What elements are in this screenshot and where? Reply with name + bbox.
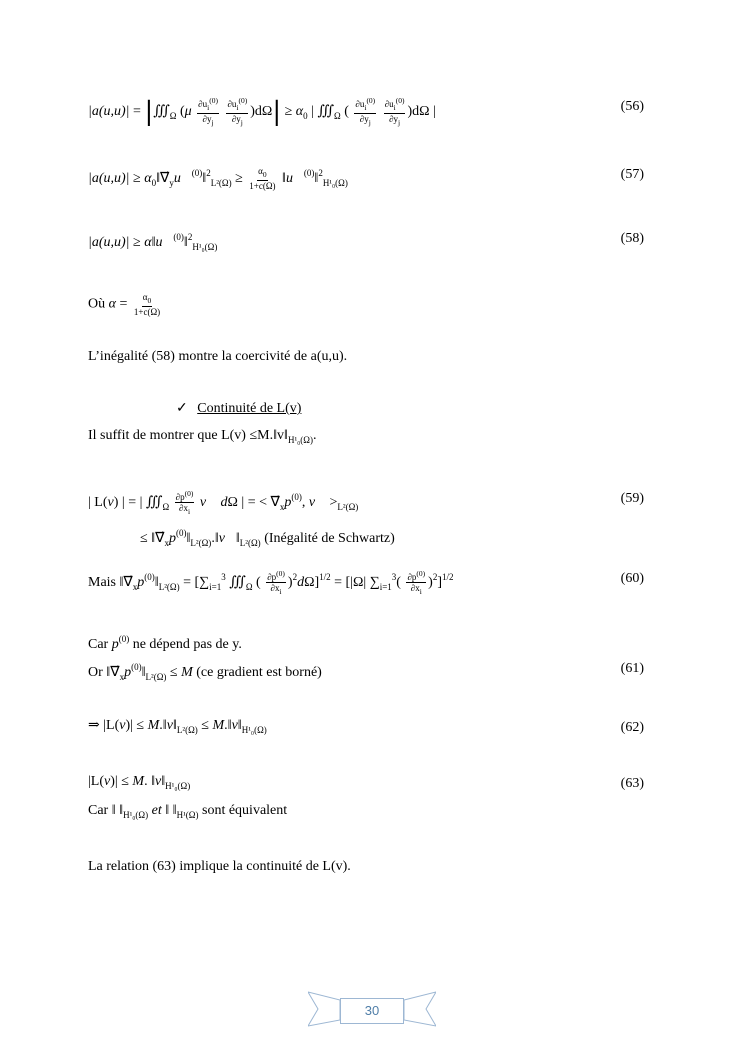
equation-59: | L(v) | = | $∭_\Omega$ $\frac{\partial p^{(0)}}{\partial x_i}$ v⃗ dΩ | = < $\nabla⃗_xp^{(0)}$, v⃗ $>_{L^2(\Omega)}$	[88, 488, 359, 516]
equation-number: (63)	[620, 776, 644, 791]
page-number: 30	[340, 998, 404, 1024]
car-p-sentence: Car $p^{(0)}$ ne dépend pas de y.	[88, 634, 242, 652]
suffit-sentence: Il suffit de montrer que $L(v) \le M.‖v‖_{H^1_0(\Omega)}$.	[88, 428, 317, 445]
equation-62: ⇒ $|L(v)| \le M.‖v‖_{L^2(\Omega)}$ ≤ $M.‖v‖_{H^1_0(\Omega)}$	[88, 718, 267, 735]
check-icon: ✓	[176, 401, 188, 416]
equation-number: (61)	[620, 661, 644, 676]
equation-60: Mais $‖\nabla⃗_xp^{(0)}‖_{L^2(\Omega)} = [\sum_{i=1}^3$ $∭_\Omega$ ( $\frac{\partial p^{(0)}}{\partial x_i}$ )$^2$dΩ]$^{1/2}$ = [|Ω| $\sum_{i=1}^3$( $\frac{\partial p^{(0)}}{\partial x_i}$ )$^2$]$^{1/2}$	[88, 568, 454, 596]
equation-63: |L(v)| ≤ M. $‖v‖_{H^1_0(\Omega)}$	[88, 774, 191, 791]
coercivity-sentence: L’inégalité (58) montre la coercivité de a(u,u).	[88, 349, 348, 364]
equation-57: $|a(u,u)| \ge \alpha_0‖\nabla⃗_yu⃗^{(0)}‖^2_{L^2(\Omega)}$ ≥ $\frac{\alpha_0}{1+c(\Omega)}$ ‖u⃗$^{(0)}$‖$^2_{H^1_0(\Omega)}$	[88, 166, 348, 192]
alpha-definition: Où α = $\frac{\alpha_0}{1+c(\Omega)}$	[88, 292, 161, 317]
equation-number: (62)	[620, 720, 644, 735]
equation-56: $|a(u,u)| = |∭_\Omega$ (μ $\frac{\partial u_i^{(0)}}{\partial y_j}$ $\frac{\partial u_i^{(0)}}{\partial y_j}$ )$d\Omega| \ge \alpha_0$ | $∭_\Omega$ ( $\frac{\partial u_i^{(0)}}{\partial y_j}$ $\frac{\partial u_i^{(0)}}{\partial y_j}$ )dΩ |	[88, 96, 436, 128]
equivalence-sentence: Car ‖ $‖_{H^1_0(\Omega)}$ et ‖ $‖_{H^1(\Omega)}$ sont équivalent	[88, 803, 288, 820]
schwarz-line: ≤ $‖\nabla⃗_xp^{(0)}‖_{L^2(\Omega)}.‖v⃗‖_{L^2(\Omega)}$ (Inégalité de Schwartz)	[140, 528, 395, 548]
equation-number: (57)	[620, 167, 644, 182]
equation-58: |a(u,u)| ≥ α‖u⃗$^{(0)}$‖$^2_{H^1_0(\Omega)}$	[88, 232, 218, 252]
equation-61: Or $‖\nabla⃗_xp^{(0)}‖_{L^2(\Omega)} \le M$ (ce gradient est borné)	[88, 662, 322, 682]
relation-sentence: La relation (63) implique la continuité de L(v).	[88, 859, 351, 874]
equation-number: (59)	[620, 491, 644, 506]
equation-number: (56)	[620, 99, 644, 114]
equation-number: (60)	[620, 571, 644, 586]
continuity-heading: ✓ Continuité de L(v)	[176, 401, 302, 416]
equation-number: (58)	[620, 231, 644, 246]
